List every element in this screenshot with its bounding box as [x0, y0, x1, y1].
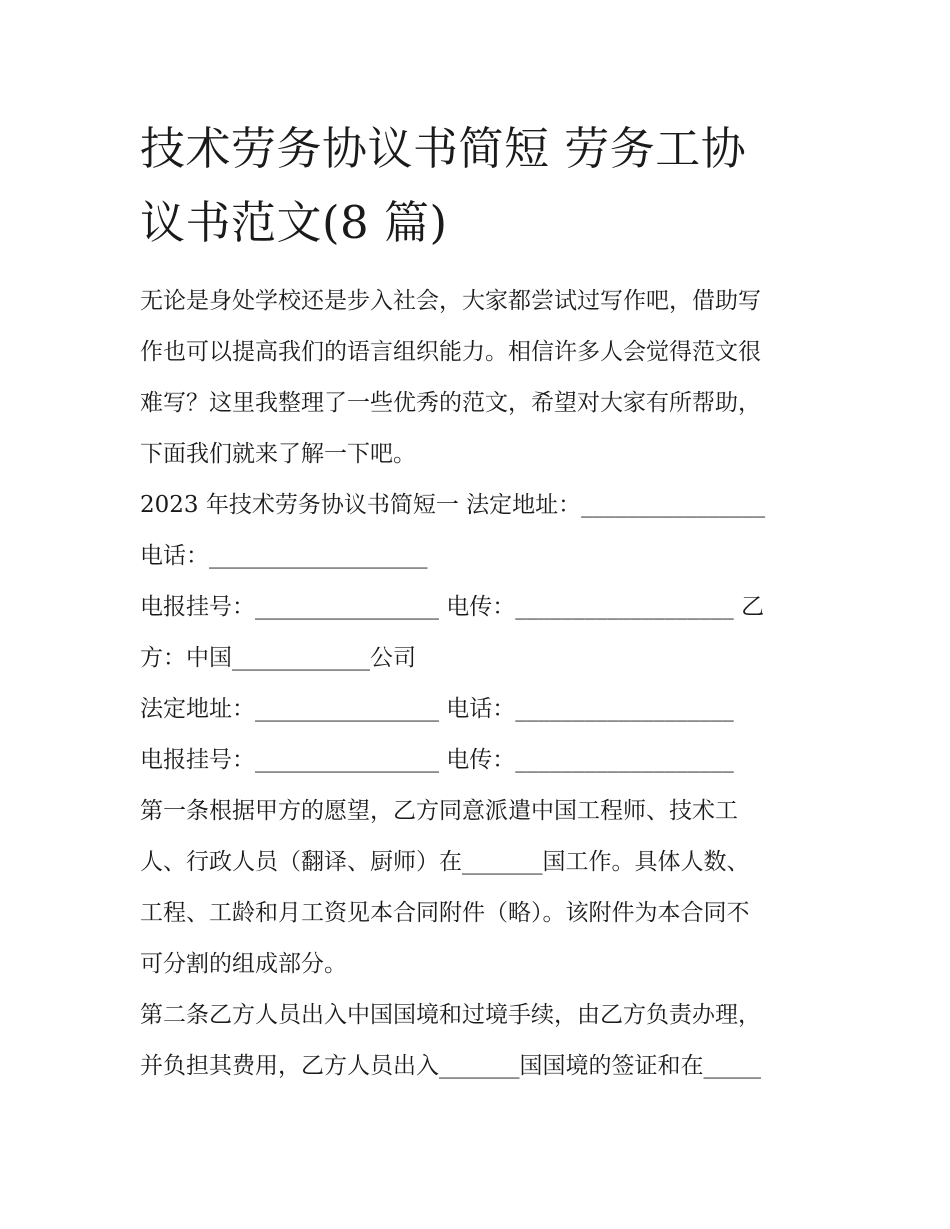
text-line: 下面我们就来了解一下吧。 [140, 441, 416, 467]
text-line: 无论是身处学校还是步入社会，大家都尝试过写作吧，借助写 [140, 288, 761, 314]
document-body [140, 276, 812, 1092]
text-line: 电话：___________________ [140, 543, 428, 569]
text-line: 第一条根据甲方的愿望，乙方同意派遣中国工程师、技术工 [140, 798, 738, 824]
title-line: 技术劳务协议书简短 劳务工协 [140, 122, 747, 175]
text-line: 可分割的组成部分。 [140, 951, 347, 977]
text-line: 第二条乙方人员出入中国国境和过境手续，由乙方负责办理， [140, 1002, 761, 1028]
text-line: 并负担其费用，乙方人员出入_______国国境的签证和在_____ [140, 1053, 761, 1079]
text-line: 作也可以提高我们的语言组织能力。相信许多人会觉得范文很 [140, 339, 761, 365]
title-line: 议书范文(8 篇) [140, 196, 448, 249]
document-page [140, 112, 812, 1092]
text-line: 电报挂号：________________ 电传：___________________ 乙 [140, 594, 765, 620]
text-line: 工程、工龄和月工资见本合同附件（略）。该附件为本合同不 [140, 900, 750, 926]
text-line: 法定地址：________________ 电话：___________________ [140, 696, 734, 722]
text-line: 人、行政人员（翻译、厨师）在_______国工作。具体人数、 [140, 849, 750, 875]
document-title [140, 112, 812, 260]
text-line: 电报挂号：________________ 电传：___________________ [140, 747, 734, 773]
text-line: 2023 年技术劳务协议书简短一 法定地址：________________ [140, 492, 766, 518]
text-line: 难写？这里我整理了一些优秀的范文，希望对大家有所帮助， [140, 390, 761, 416]
text-line: 方：中国____________公司 [140, 645, 416, 671]
